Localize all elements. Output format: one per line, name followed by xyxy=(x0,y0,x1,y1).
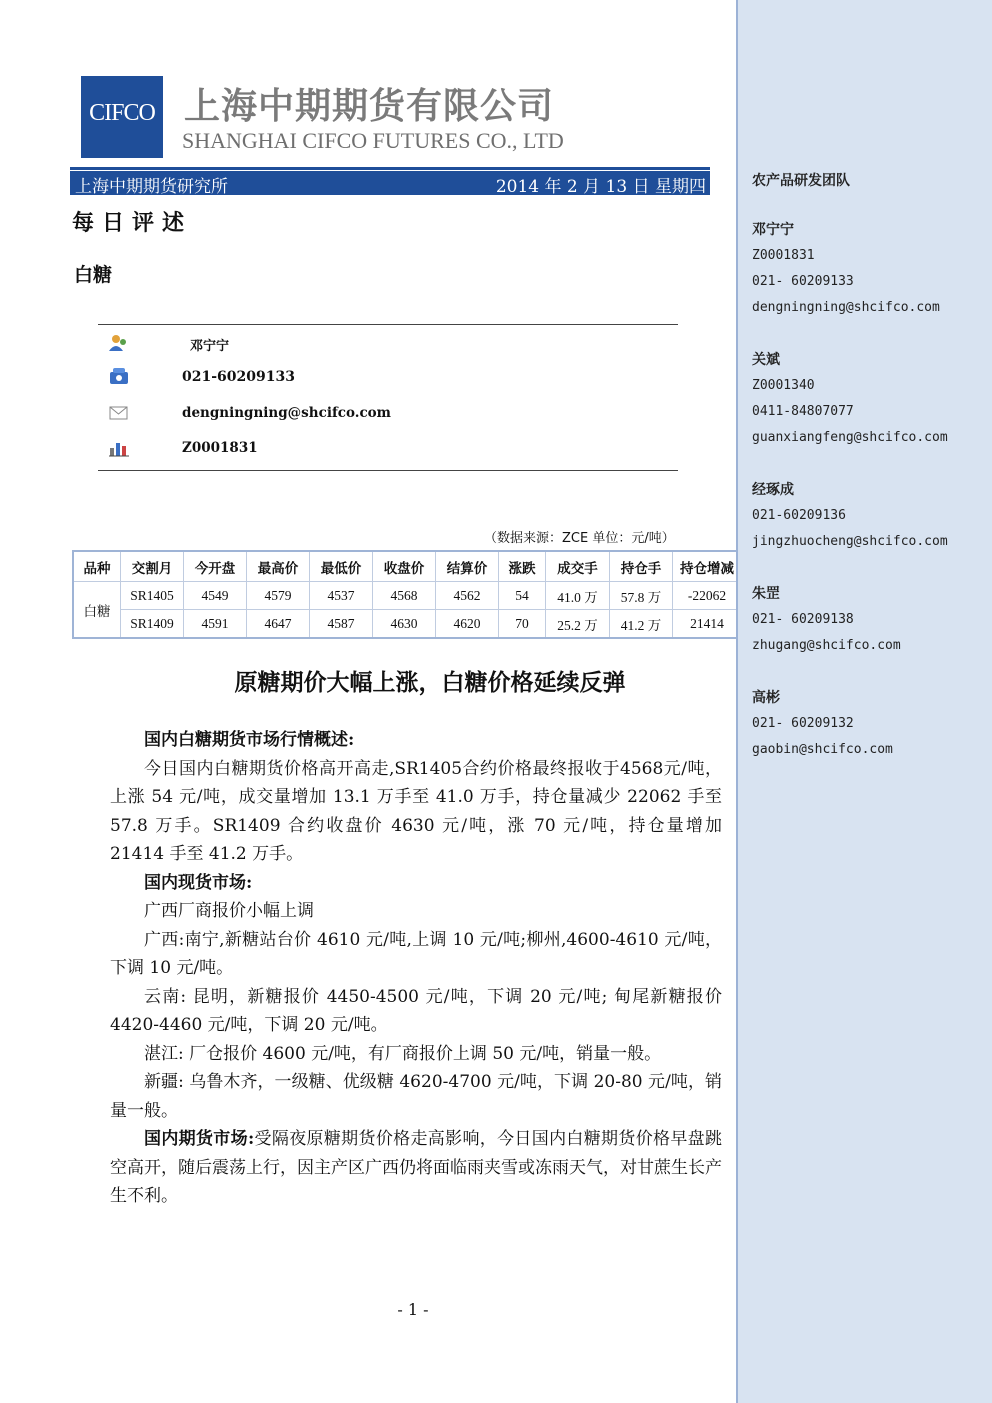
paragraph: 湛江: 厂仓报价 4600 元/吨，有厂商报价上调 50 元/吨，销量一般。 xyxy=(144,1043,662,1064)
table-header-row xyxy=(73,551,742,582)
col-header: 品种 xyxy=(73,551,121,582)
col-header: 结算价 xyxy=(436,551,499,582)
variety-cell: 白糖 xyxy=(73,582,121,639)
col-header: 持仓手 xyxy=(610,551,673,582)
article-headline: 原糖期价大幅上涨，白糖价格延续反弹 xyxy=(234,670,626,696)
analyst-name: 邓宁宁 xyxy=(752,222,794,238)
commodity-title: 白糖 xyxy=(74,264,113,286)
col-header: 今开盘 xyxy=(184,551,247,582)
col-header: 最低价 xyxy=(310,551,373,582)
analyst-line: 0411-84807077 xyxy=(752,404,854,419)
table-row xyxy=(73,610,742,639)
header-banner xyxy=(70,171,710,195)
table-cell: 4647 xyxy=(247,610,310,639)
table-cell: 21414 xyxy=(673,610,743,639)
company-name-en: SHANGHAI CIFCO FUTURES CO., LTD xyxy=(182,128,564,153)
person-icon xyxy=(108,333,130,353)
analyst-entry xyxy=(752,477,948,555)
paragraph: 广西厂商报价小幅上调 xyxy=(144,901,314,921)
table-cell: 54 xyxy=(499,582,546,610)
analyst-line: 021- 60209138 xyxy=(752,612,854,627)
table-cell: 4568 xyxy=(373,582,436,610)
table-cell: 57.8 万 xyxy=(610,582,673,610)
analyst-name: 经琢成 xyxy=(752,482,794,498)
page-number: - 1 - xyxy=(397,1300,429,1319)
contact-email-row xyxy=(98,403,658,427)
table-cell: 41.0 万 xyxy=(546,582,610,610)
table-cell: 25.2 万 xyxy=(546,610,610,639)
company-name-cn: 上海中期期货有限公司 xyxy=(184,86,555,127)
table-cell: 4579 xyxy=(247,582,310,610)
contact-phone: 021-60209133 xyxy=(182,369,295,385)
mail-icon xyxy=(108,403,130,423)
table-cell: 41.2 万 xyxy=(610,610,673,639)
table-row xyxy=(73,582,742,610)
analyst-contact-card xyxy=(98,324,678,471)
analyst-email[interactable]: jingzhuocheng@shcifco.com xyxy=(752,534,948,549)
analyst-email[interactable]: gaobin@shcifco.com xyxy=(752,742,893,757)
phone-icon xyxy=(108,367,130,387)
table-cell: 4630 xyxy=(373,610,436,639)
analyst-line: 021- 60209132 xyxy=(752,716,854,731)
analyst-line: 021-60209136 xyxy=(752,508,846,523)
analyst-email[interactable]: dengningning@shcifco.com xyxy=(752,300,940,315)
section-heading: 国内现货市场: xyxy=(144,872,253,893)
table-cell: 4537 xyxy=(310,582,373,610)
analyst-email[interactable]: zhugang@shcifco.com xyxy=(752,638,901,653)
paragraph: 广西:南宁,新糖站台价 4610 元/吨,上调 10 元/吨;柳州,4600-4610 元/吨，下调 10 元/吨。 xyxy=(110,929,722,978)
analyst-entry xyxy=(752,685,893,763)
analyst-name: 朱罡 xyxy=(752,586,780,602)
analyst-email[interactable]: guanxiangfeng@shcifco.com xyxy=(752,430,948,445)
col-header: 成交手 xyxy=(546,551,610,582)
contact-email[interactable]: dengningning@shcifco.com xyxy=(182,405,391,421)
col-header: 交割月 xyxy=(121,551,184,582)
table-cell: 4562 xyxy=(436,582,499,610)
data-source-note: （数据来源：ZCE 单位：元/吨） xyxy=(484,531,675,546)
table-cell: 4587 xyxy=(310,610,373,639)
analyst-entry xyxy=(752,347,948,451)
col-header: 收盘价 xyxy=(373,551,436,582)
report-type: 每日评述 xyxy=(72,210,193,236)
article-body xyxy=(110,726,722,1211)
contact-license-row xyxy=(98,438,658,462)
table-cell: SR1405 xyxy=(121,582,184,610)
analyst-name: 关斌 xyxy=(752,352,780,368)
logo-text: CIFCO xyxy=(89,100,155,126)
paragraph xyxy=(110,1125,722,1211)
paragraph: 新疆: 乌鲁木齐，一级糖、优级糖 4620-4700 元/吨，下调 20-80 元/吨，销量一般。 xyxy=(110,1072,722,1121)
team-title: 农产品研发团队 xyxy=(752,173,850,189)
analyst-entry xyxy=(752,217,940,321)
sidebar xyxy=(736,0,992,1403)
col-header: 持仓增减 xyxy=(673,551,743,582)
table-cell: 4620 xyxy=(436,610,499,639)
table-cell: 4591 xyxy=(184,610,247,639)
contact-name-row xyxy=(98,333,658,357)
analyst-line: Z0001831 xyxy=(752,248,815,263)
table-cell: -22062 xyxy=(673,582,743,610)
analyst-entry xyxy=(752,581,901,659)
analyst-line: Z0001340 xyxy=(752,378,815,393)
banner-rule xyxy=(70,167,710,170)
analyst-name: 高彬 xyxy=(752,690,780,706)
col-header: 涨跌 xyxy=(499,551,546,582)
contact-name: 邓宁宁 xyxy=(190,339,230,354)
contact-phone-row xyxy=(98,367,658,391)
section-heading: 国内白糖期货市场行情概述: xyxy=(144,730,355,750)
paragraph-text: 受隔夜原糖期货价格走高影响，今日国内白糖期货价格早盘跳空高开，随后震荡上行，因主产区广西仍将面临雨夹雪或冻雨天气，对甘蔗生长产生不利。 xyxy=(110,1129,723,1206)
table-cell: SR1409 xyxy=(121,610,184,639)
paragraph: 今日国内白糖期货价格高开高走,SR1405合约价格最终报收于4568元/吨，上涨 54 元/吨，成交量增加 13.1 万手至 41.0 万手，持仓量减少 22062 手至 57.8 万手。SR1409 合约收盘价 4630 元/吨，涨 70 元/吨，持仓量增加 21414 手至 41.2 万手。 xyxy=(110,758,722,864)
col-header: 最高价 xyxy=(247,551,310,582)
institute-name: 上海中期期货研究所 xyxy=(75,177,228,197)
section-heading: 国内期货市场: xyxy=(144,1129,255,1149)
paragraph: 云南: 昆明，新糖报价 4450-4500 元/吨，下调 20 元/吨; 甸尾新糖报价 4420-4460 元/吨，下调 20 元/吨。 xyxy=(110,986,722,1035)
contact-license: Z0001831 xyxy=(182,440,258,456)
chart-icon xyxy=(108,438,130,458)
report-date: 2014 年 2 月 13 日 星期四 xyxy=(495,177,706,197)
table-cell: 70 xyxy=(499,610,546,639)
analyst-line: 021- 60209133 xyxy=(752,274,854,289)
quote-table xyxy=(72,550,743,639)
table-cell: 4549 xyxy=(184,582,247,610)
